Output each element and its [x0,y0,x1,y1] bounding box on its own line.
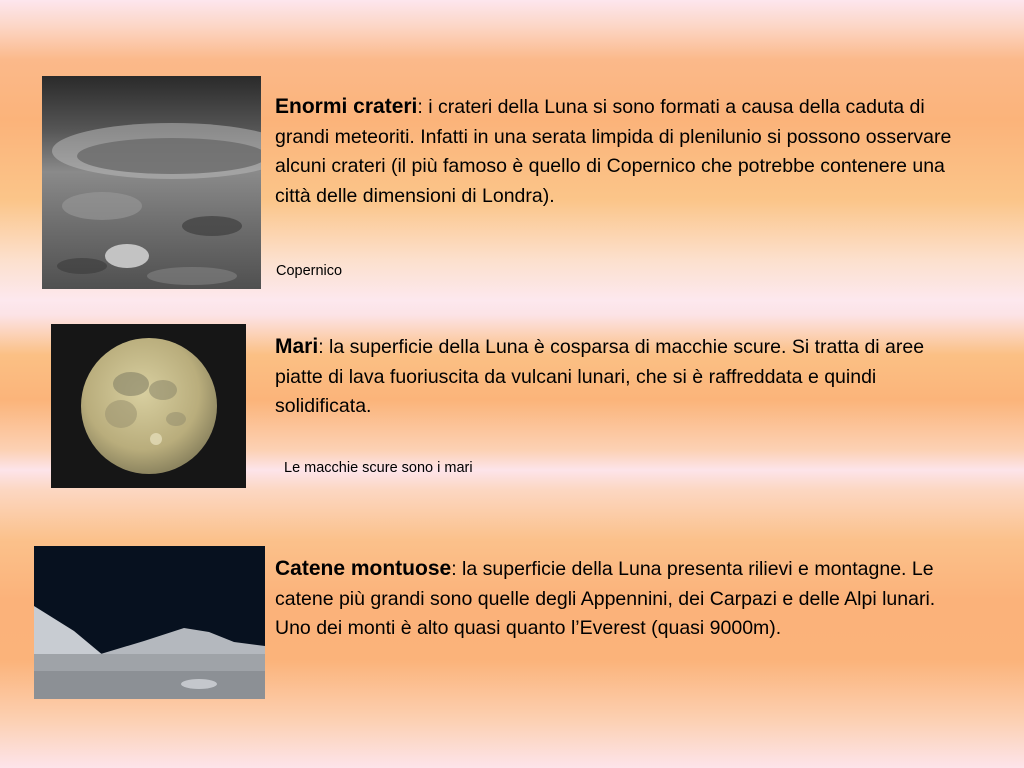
full-moon-photo [51,324,246,488]
craters-text: : i crateri della Luna si sono formati a causa della caduta di grandi meteoriti. Infatti in una serata limpida di plenilunio si possono osservare alcuni crateri (il più famoso è quello di Copernico che potrebbe contenere una città delle dimensioni di Londra). [275,96,952,207]
mountains-heading: Catene montuose [275,557,452,580]
craters-heading: Enormi crateri [275,95,418,118]
seas-paragraph [275,332,955,422]
seas-heading: Mari [275,335,319,358]
crater-photo [42,76,261,289]
seas-text: : la superficie della Luna è cosparsa di macchie scure. Si tratta di aree piatte di lava fuoriuscita da vulcani lunari, che si è raffreddata e quindi solidificata. [275,336,925,417]
craters-caption: Copernico [276,263,343,279]
lunar-mountains-photo [34,546,265,699]
seas-caption: Le macchie scure sono i mari [284,460,473,476]
mountains-text: : la superficie della Luna presenta rilievi e montagne. Le catene più grandi sono quelle degli Appennini, dei Carpazi e delle Alpi lunari. Uno dei monti è alto quasi quanto l’Everest (quasi 9000m). [275,558,936,639]
mountains-paragraph [275,554,955,644]
craters-paragraph [275,92,955,211]
